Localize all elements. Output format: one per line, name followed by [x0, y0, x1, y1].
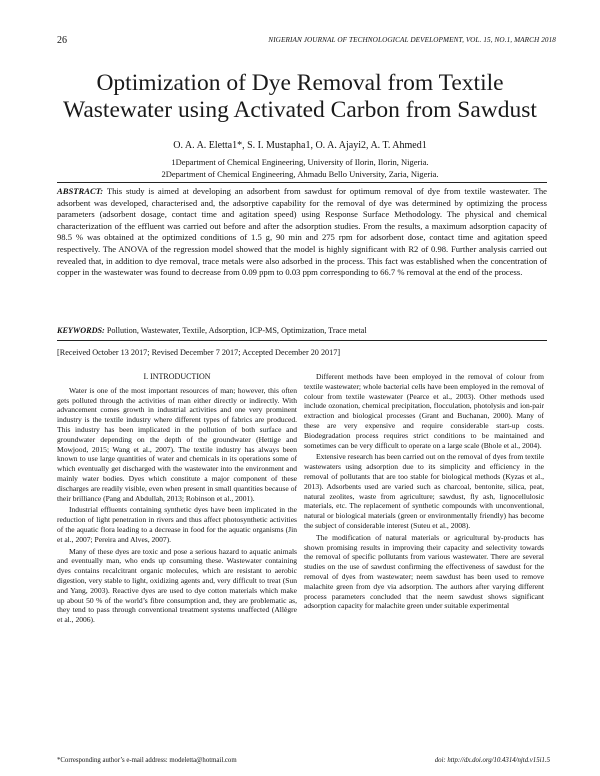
right-column	[304, 372, 544, 613]
bottom-divider	[57, 340, 547, 341]
paragraph: Water is one of the most important resources of man; however, this often gets polluted through the activities of man either directly or indirectly. With advancement comes growth in industrial activities and one very prominent industry is the textile industry where different types of fabrics are produced. This industry has been implicated in the pollution of both surface and groundwater depending on the depth of the groundwater (Hettige and Mowjood, 2015; Wang et al., 2007). The textile industry has always been known to use large quantities of water and chemicals in its operations some of which eventually get discharged with the wastewater into the environment and mainly water bodies. Dyes which constitute a major component of these discharges are readily visible, even when present in small quantities because of their brilliance (Pang and Abdullah, 2013; Robinson et al., 2001).	[57, 385, 297, 503]
received-dates: [Received October 13 2017; Revised December 7 2017; Accepted December 20 2017]	[57, 348, 341, 357]
affiliation-2: 2Department of Chemical Engineering, Ahmadu Bello University, Zaria, Nigeria.	[161, 169, 439, 179]
keywords-text: Pollution, Wastewater, Textile, Adsorption, ICP-MS, Optimization, Trace metal	[106, 326, 367, 335]
top-divider	[57, 182, 547, 183]
abstract-text: This study is aimed at developing an adsorbent from sawdust for optimum removal of dye from textile wastewater. The adsorbent was developed, characterised and, the adsorptive capability for the removal of dye was determined by optimizing the process parameters (adsorbent dosage, contact time and agitation speed) using Response Surface Methodology. The physical and chemical characterization of the effluent was carried out before and after the adsorption studies. From the results, a maximum adsorption capacity of 98.5 % was obtained at the optimized conditions of 1.5 g, 90 min and 275 rpm for adsorbent dose, contact time and agitation speed respectively. The ANOVA of the regression model showed that the model is highly significant with R2 of 0.98. Further analysis carried out revealed that, in addition to dye removal, trace metals were also adsorbed in the process. This fact was established when the concentration of copper in the wastewater was found to decrease from 0.09 ppm to 0.03 ppm corresponding to 66.7 % removal at the end of the process.	[57, 186, 547, 278]
paragraph: The modification of natural materials or agricultural by-products has shown promising results in improving their capacity and selectivity towards the removal of specific pollutants from various wastewater. There are several studies on the use of sawdust confirming the effectiveness of sawdust for the removal of dyes from wastewater; neem sawdust has been used to remove malachite green from dye via adsorption. The authors after varying different process parameters concluded that the neem sawdust shows significant adsorption capacity for malachite green under suitable experimental	[304, 532, 544, 611]
corresponding-author-footnote: *Corresponding author’s e-mail address: modeletta@hotmail.com	[57, 757, 237, 764]
affiliation-1: 1Department of Chemical Engineering, University of Ilorin, Ilorin, Nigeria.	[171, 157, 429, 167]
abstract-label: ABSTRACT:	[57, 186, 104, 196]
paper-title	[60, 70, 540, 124]
doi-link[interactable]: doi: http://dx.doi.org/10.4314/njtd.v15i1.5	[434, 757, 550, 764]
section-heading: I. INTRODUCTION	[143, 372, 211, 381]
keywords-label: KEYWORDS:	[57, 326, 105, 335]
title-line-2: Wastewater using Activated Carbon from Sawdust	[63, 97, 537, 123]
paragraph: Different methods have been employed in the removal of colour from textile wastewater; whole bacterial cells have been employed in the removal of colour from textile wastewater (Pearce et al., 2003). Other methods used include ozonation, chemical precipitation, flocculation, photolysis and ion-pair extraction and biological processes (Grant and Buchanan, 2000). Many of these are very expensive and require considerable start-up costs. Biodegradation process requires strict conditions to be maintained and sometimes can be very difficult to operate on a large scale (Bhole et al., 2004).	[304, 372, 544, 450]
paragraph: Extensive research has been carried out on the removal of dyes from textile wastewaters using adsorption due to its simplicity and efficiency in the removal of pollutants that are too stable for biological methods (Kyzas et al., 2013). Adsorbents used are varied such as charcoal, bentonite, silica, peat, natural zeolites, waste from agriculture; sawdust, fly ash, lignocellulosic materials, etc. The replacement of synthetic compounds with unconventional, natural or biological materials (green or environmentally friendly) has become the subject of considerable interest (Suteu et al., 2008).	[304, 452, 544, 530]
paragraph: Industrial effluents containing synthetic dyes have been implicated in the reduction of light penetration in rivers and thus affect photosynthetic activities of the aquatic flora leading to a decrease in food for the aquatic organisms (Jin et al., 2007; Pereira and Alves, 2007).	[57, 505, 297, 544]
journal-header: NIGERIAN JOURNAL OF TECHNOLOGICAL DEVELOPMENT, VOL. 15, NO.1, MARCH 2018	[268, 36, 556, 44]
left-column	[57, 372, 297, 627]
paragraph: Many of these dyes are toxic and pose a serious hazard to aquatic animals and eventually man, who ends up consuming these. Wastewater containing dyes contains recalcitrant organic molecules, which are resistant to aerobic digestion, very stable to light, oxidizing agents and, very difficult to treat (Sun and Yang, 2003). Reactive dyes are used to dye cotton materials which make up about 50 % of the world’s fibre consumption and, they are problematic as, they tend to pass through conventional treatment systems unaffected (Allègre et al., 2006).	[57, 546, 297, 625]
keywords	[57, 326, 547, 335]
abstract	[57, 186, 547, 279]
title-line-1: Optimization of Dye Removal from Textile	[96, 70, 504, 96]
page-number: 26	[57, 35, 67, 46]
author-list: O. A. A. Eletta1*, S. I. Mustapha1, O. A. Ajayi2, A. T. Ahmed1	[173, 140, 427, 151]
